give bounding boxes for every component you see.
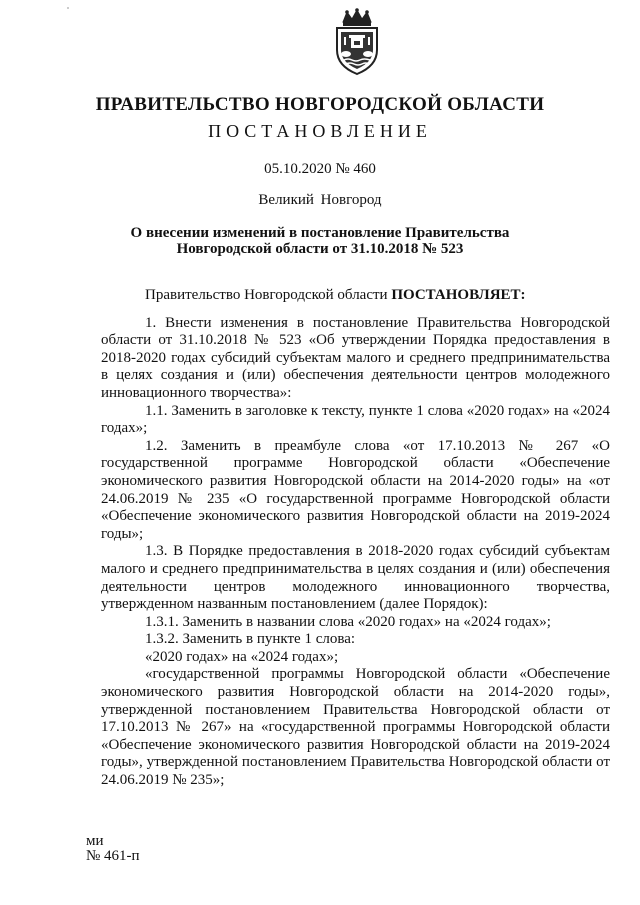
subject-line-2: Новгородской области от 31.10.2018 № 523 bbox=[176, 241, 464, 257]
paragraph-1-3-2: 1.3.2. Заменить в пункте 1 слова: bbox=[145, 631, 356, 648]
subject bbox=[0, 225, 640, 257]
footer-initials: ми bbox=[86, 833, 104, 849]
lead-bold: ПОСТАНОВЛЯЕТ: bbox=[391, 287, 526, 303]
scan-mark bbox=[67, 7, 69, 9]
footer bbox=[86, 834, 140, 864]
paragraph-1-3-2-a: «2020 годах» на «2024 годах»; bbox=[145, 648, 339, 665]
paragraph-1-1: 1.1. Заменить в заголовке к тексту, пункте 1 слова «2020 годах» на «2024 годах»; bbox=[101, 402, 610, 437]
doc-type: ПОСТАНОВЛЕНИЕ bbox=[208, 121, 432, 141]
footer-ref-number: № 461-п bbox=[86, 848, 140, 864]
org-title: ПРАВИТЕЛЬСТВО НОВГОРОДСКОЙ ОБЛАСТИ bbox=[95, 94, 545, 115]
paragraph-1-3-1: 1.3.1. Заменить в названии слова «2020 годах» на «2024 годах»; bbox=[145, 613, 551, 630]
coat-of-arms-icon bbox=[329, 8, 385, 76]
city: Великий Новгород bbox=[258, 192, 382, 208]
lead-prefix: Правительство Новгородской области bbox=[145, 287, 392, 303]
paragraph-1-3: 1.3. В Порядке предоставления в 2018-2020 годах субсидий субъектам малого и среднего предпринимательства в целях создания и (или) обеспечения деятельности центров молодежного инновационного творчества, утвержденном названным постановлением (далее Порядок): bbox=[101, 543, 610, 613]
subject-line-1: О внесении изменений в постановление Правительства bbox=[130, 225, 510, 241]
body-text bbox=[101, 287, 610, 790]
paragraph-1-3-2-b: «государственной программы Новгородской области «Обеспечение экономического развития Новгородской области на 2014-2020 годы», утвержденной постановлением Правительства Новгородской области от 17.10.2013 № 267» на «государственной программы Новгородской области «Обеспечение экономического развития Новгородской области на 2019-2024 годы», утвержденной постановлением Правительства Новгородской области от 24.06.2019 № 235»; bbox=[101, 666, 610, 789]
paragraph-1-2: 1.2. Заменить в преамбуле слова «от 17.10.2013 № 267 «О государственной программе Новгородской области «Обеспечение экономического развития Новгородской области на 2014-2020 годы» на «от 24.06.2019 № 235 «О государственной программе Новгородской области «Обеспечение экономического развития Новгородской области на 2019-2024 годы»; bbox=[101, 437, 610, 542]
doc-number: 05.10.2020 № 460 bbox=[264, 161, 376, 177]
paragraph-1: 1. Внести изменения в постановление Правительства Новгородской области от 31.10.2018 № 523 «Об утверждении Порядка предоставления в 2018-2020 годах субсидий субъектам малого и среднего предпринимательства в целях создания и (или) обеспечения деятельности центров молодежного инновационного творчества»: bbox=[101, 314, 610, 401]
lead-paragraph bbox=[101, 287, 610, 305]
